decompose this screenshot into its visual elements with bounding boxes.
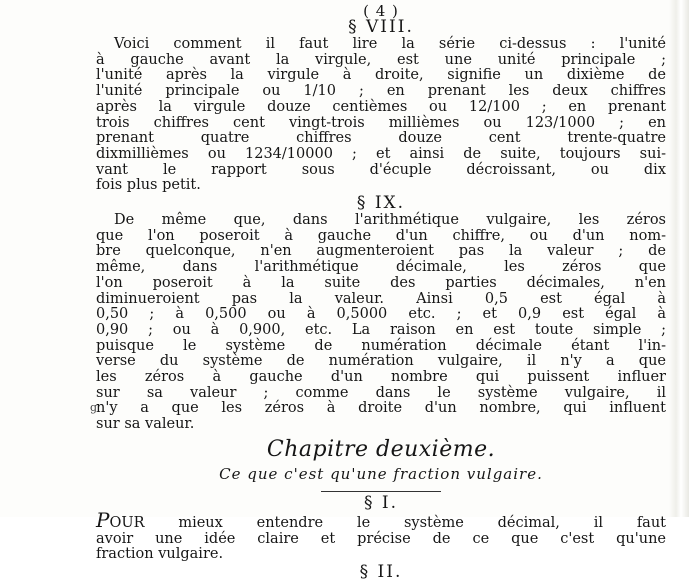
paragraph-line: sur sa valeur ; comme dans le système vulgaire, il — [96, 384, 666, 401]
paragraph-line-text: OUR mieux entendre le système décimal, il faut — [109, 514, 666, 531]
paragraph-line: prenant quatre chiffres douze cent trente-quatre — [96, 130, 666, 147]
paragraph-line: même, dans l'arithmétique décimale, les zéros que — [96, 259, 666, 276]
section-1-paragraph — [96, 507, 666, 563]
paragraph-line: fraction vulgaire. — [96, 546, 224, 563]
paragraph-line: fois plus petit. — [96, 177, 201, 194]
text-block — [96, 4, 666, 582]
paragraph-line: bre quelconque, n'en augmenteroient pas la valeur ; de — [96, 243, 666, 260]
paragraph-line: De même que, dans l'arithmétique vulgaire, les zéros — [114, 212, 666, 229]
paragraph-line: l'on poseroit à la suite des parties décimales, n'en — [96, 274, 666, 291]
section-2-heading: § II. — [359, 561, 403, 582]
section-1-heading: § I. — [363, 492, 399, 513]
margin-mark: g — [90, 401, 98, 414]
paragraph-line: diminueroient pas la valeur. Ainsi 0,5 est égal à — [96, 290, 666, 307]
paragraph-line: dixmillièmes ou 1234/10000 ; et ainsi de suite, toujours sui- — [96, 145, 666, 162]
paragraph-line: vant le rapport sous d'écuple décroissant, ou dix — [96, 161, 666, 178]
paragraph-line: puisque le système de numération décimale étant l'in- — [96, 337, 666, 354]
chapter-title: Chapitre deuxième. — [266, 436, 496, 462]
paragraph-line: verse du système de numération vulgaire, il n'y a que — [96, 353, 666, 370]
paragraph-line: que l'on poseroit à gauche d'un chiffre, ou d'un nom- — [96, 227, 666, 244]
section-8-heading: § VIII. — [348, 17, 414, 37]
paragraph-line: l'unité après la virgule à droite, signifie un dixième de — [96, 67, 666, 84]
page-number: ( 4 ) — [363, 2, 399, 20]
page-edge — [669, 0, 689, 517]
paragraph-line: sur sa valeur. — [96, 416, 195, 433]
paragraph-line: l'unité principale ou 1/10 ; en prenant les deux chiffres — [96, 83, 666, 100]
section-9-heading: § IX. — [356, 193, 406, 214]
section-9-paragraph — [96, 213, 666, 433]
section-8-paragraph — [96, 37, 666, 194]
paragraph-line: à gauche avant la virgule, est une unité principale ; — [96, 51, 666, 68]
divider-rule — [321, 491, 441, 492]
paragraph-line: les zéros à gauche d'un nombre qui puissent influer — [96, 369, 666, 386]
paragraph-line-first — [96, 507, 666, 532]
paragraph-line: 0,90 ; ou à 0,900, etc. La raison en est toute simple ; — [96, 321, 666, 338]
paragraph-line: Voici comment il faut lire la série ci-dessus : l'unité — [114, 36, 666, 52]
paragraph-line: avoir une idée claire et précise de ce que c'est qu'une — [96, 530, 666, 547]
chapter-subtitle: Ce que c'est qu'une fraction vulgaire. — [219, 464, 543, 483]
drop-cap: P — [96, 507, 110, 532]
paragraph-line: après la virgule douze centièmes ou 12/100 ; en prenant — [96, 98, 666, 115]
paragraph-line: 0,50 ; à 0,500 ou à 0,5000 etc. ; et 0,9 est égal à — [96, 306, 666, 323]
paragraph-line: trois chiffres cent vingt-trois millièmes ou 123/1000 ; en — [96, 114, 666, 131]
paragraph-line: n'y a que les zéros à droite d'un nombre, qui influent — [96, 400, 666, 417]
